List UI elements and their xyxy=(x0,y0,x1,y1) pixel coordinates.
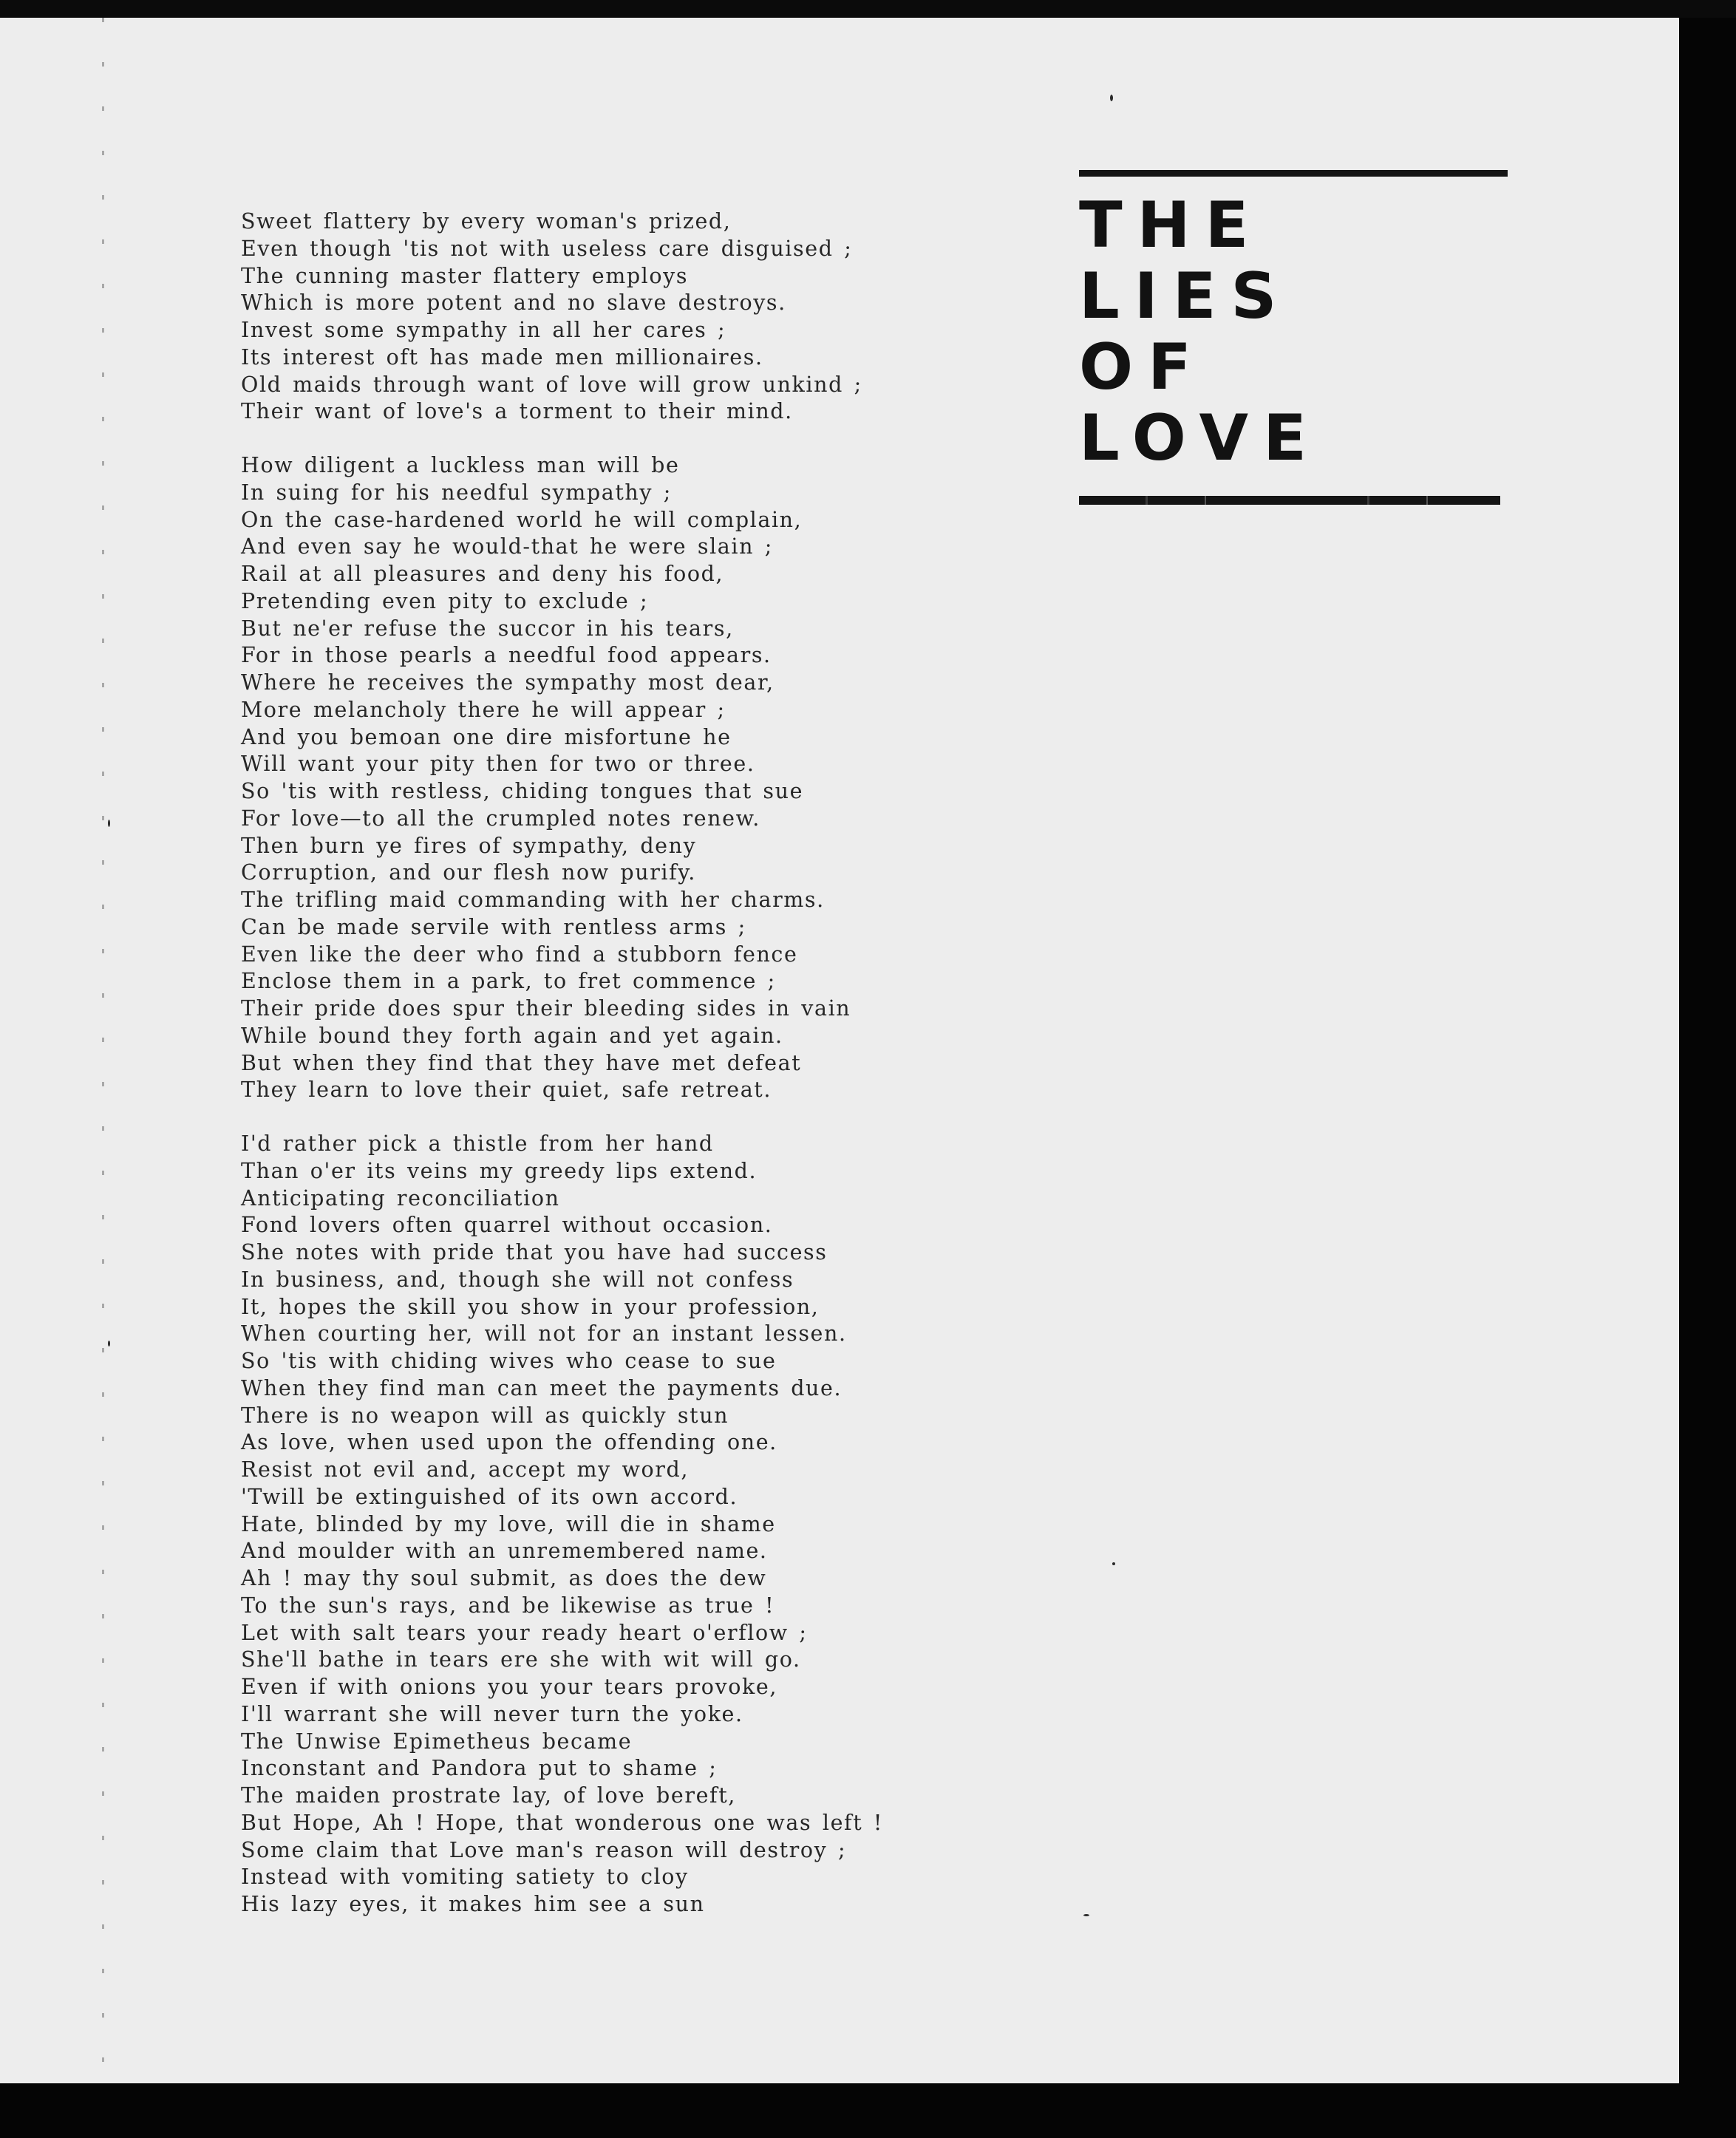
title-rule-top xyxy=(1079,170,1508,177)
poem-line: Even if with onions you your tears provoke, xyxy=(241,1675,777,1699)
page-fold-shadow xyxy=(102,18,104,2083)
poem-line: Will want your pity then for two or three. xyxy=(241,752,755,777)
scan-border-right xyxy=(1679,18,1736,2083)
poem-line: Where he receives the sympathy most dear, xyxy=(241,670,775,695)
poem-body xyxy=(241,208,980,1919)
poem-line: Let with salt tears your ready heart o'erflow ; xyxy=(241,1620,808,1645)
poem-line: Can be made servile with rentless arms ; xyxy=(241,914,746,939)
poem-line: She notes with pride that you have had success xyxy=(241,1240,828,1264)
poem-line: I'll warrant she will never turn the yoke. xyxy=(241,1701,743,1726)
poem-line: Which is more potent and no slave destroys. xyxy=(241,290,786,316)
title-line: LOVE xyxy=(1079,401,1321,475)
poem-line: And even say he would-that he were slain ; xyxy=(241,534,773,559)
poem-line: Fond lovers often quarrel without occasion. xyxy=(241,1213,773,1238)
poem-line: More melancholy there he will appear ; xyxy=(241,697,726,722)
poem-line: Ah ! may thy soul submit, as does the dew xyxy=(241,1566,767,1590)
poem-line: Pretending even pity to exclude ; xyxy=(241,588,649,613)
poem-line: 'Twill be extinguished of its own accord. xyxy=(241,1484,738,1509)
poem-stanza xyxy=(241,208,980,426)
poem-line: Anticipating reconciliation xyxy=(241,1185,560,1211)
poem-line: The trifling maid commanding with her charms. xyxy=(241,888,825,912)
poem-line: And moulder with an unremembered name. xyxy=(241,1539,768,1564)
poem-line: Enclose them in a park, to fret commence ; xyxy=(241,969,776,994)
poem-stanza xyxy=(241,1131,980,1919)
title-block xyxy=(1079,170,1508,505)
poem-line: The maiden prostrate lay, of love bereft, xyxy=(241,1783,736,1808)
poem-line: But Hope, Ah ! Hope, that wonderous one was left ! xyxy=(241,1810,883,1835)
poem-line: Their pride does spur their bleeding sides in vain xyxy=(241,996,851,1021)
poem-line: Corruption, and our flesh now purify. xyxy=(241,860,696,885)
poem-line: On the case-hardened world he will complain, xyxy=(241,507,803,532)
title-rule-bottom xyxy=(1079,496,1500,505)
document-page xyxy=(0,18,1679,2083)
poem-line: Its interest oft has made men millionaires. xyxy=(241,344,763,370)
poem-line: The cunning master flattery employs xyxy=(241,263,689,288)
poem-line: Resist not evil and, accept my word, xyxy=(241,1457,689,1482)
poem-line: Some claim that Love man's reason will destroy ; xyxy=(241,1837,847,1862)
poem-line: While bound they forth again and yet again. xyxy=(241,1023,783,1048)
poem-line: For love—to all the crumpled notes renew. xyxy=(241,806,760,831)
poem-line: His lazy eyes, it makes him see a sun xyxy=(241,1892,705,1916)
poem-line: It, hopes the skill you show in your profession, xyxy=(241,1294,820,1319)
poem-line: There is no weapon will as quickly stun xyxy=(241,1403,729,1428)
poem-line: As love, when used upon the offending one. xyxy=(241,1430,777,1455)
poem-line: Sweet flattery by every woman's prized, xyxy=(241,209,732,234)
poem-line: For in those pearls a needful food appears. xyxy=(241,643,772,668)
poem-line: So 'tis with restless, chiding tongues that sue xyxy=(241,779,804,803)
poem-line: Old maids through want of love will grow unkind ; xyxy=(241,372,862,397)
poem-line: She'll bathe in tears ere she with wit will go. xyxy=(241,1647,801,1672)
poem-line: They learn to love their quiet, safe retreat. xyxy=(241,1077,772,1103)
scan-speck xyxy=(1110,95,1113,101)
title-line: THE xyxy=(1079,188,1264,262)
scan-border-bottom xyxy=(0,2083,1736,2138)
poem-line: Invest some sympathy in all her cares ; xyxy=(241,318,726,342)
scan-speck xyxy=(108,1341,110,1347)
poem-line: Even though 'tis not with useless care disguised ; xyxy=(241,236,853,261)
scan-speck xyxy=(108,820,110,827)
poem-line: But when they find that they have met defeat xyxy=(241,1050,802,1075)
poem-line: And you bemoan one dire misfortune he xyxy=(241,724,732,749)
scan-speck xyxy=(1083,1914,1089,1916)
poem-line: When courting her, will not for an instant lessen. xyxy=(241,1321,847,1347)
poem-line: So 'tis with chiding wives who cease to sue xyxy=(241,1349,777,1373)
poem-line: Rail at all pleasures and deny his food, xyxy=(241,562,724,586)
poem-line: When they find man can meet the payments due. xyxy=(241,1375,843,1400)
poem-line: How diligent a luckless man will be xyxy=(241,453,680,477)
poem-line: In suing for his needful sympathy ; xyxy=(241,480,672,505)
poem-line: But ne'er refuse the succor in his tears, xyxy=(241,616,734,641)
poem-line: Instead with vomiting satiety to cloy xyxy=(241,1865,689,1890)
poem-line: Than o'er its veins my greedy lips extend. xyxy=(241,1158,758,1183)
poem-line: The Unwise Epimetheus became xyxy=(241,1729,633,1754)
title-line: OF xyxy=(1079,330,1206,404)
poem-line: I'd rather pick a thistle from her hand xyxy=(241,1131,714,1156)
poem-line: In business, and, though she will not confess xyxy=(241,1267,794,1292)
poem-line: Then burn ye fires of sympathy, deny xyxy=(241,833,697,858)
poem-line: Their want of love's a torment to their mind. xyxy=(241,399,793,424)
poem-line: Even like the deer who find a stubborn fence xyxy=(241,942,798,967)
title-line: LIES xyxy=(1079,259,1292,333)
poem-stanza xyxy=(241,452,980,1104)
poem-line: Hate, blinded by my love, will die in shame xyxy=(241,1511,776,1536)
poem-line: Inconstant and Pandora put to shame ; xyxy=(241,1756,718,1781)
poem-line: To the sun's rays, and be likewise as true ! xyxy=(241,1593,775,1618)
scan-speck xyxy=(1112,1562,1115,1565)
